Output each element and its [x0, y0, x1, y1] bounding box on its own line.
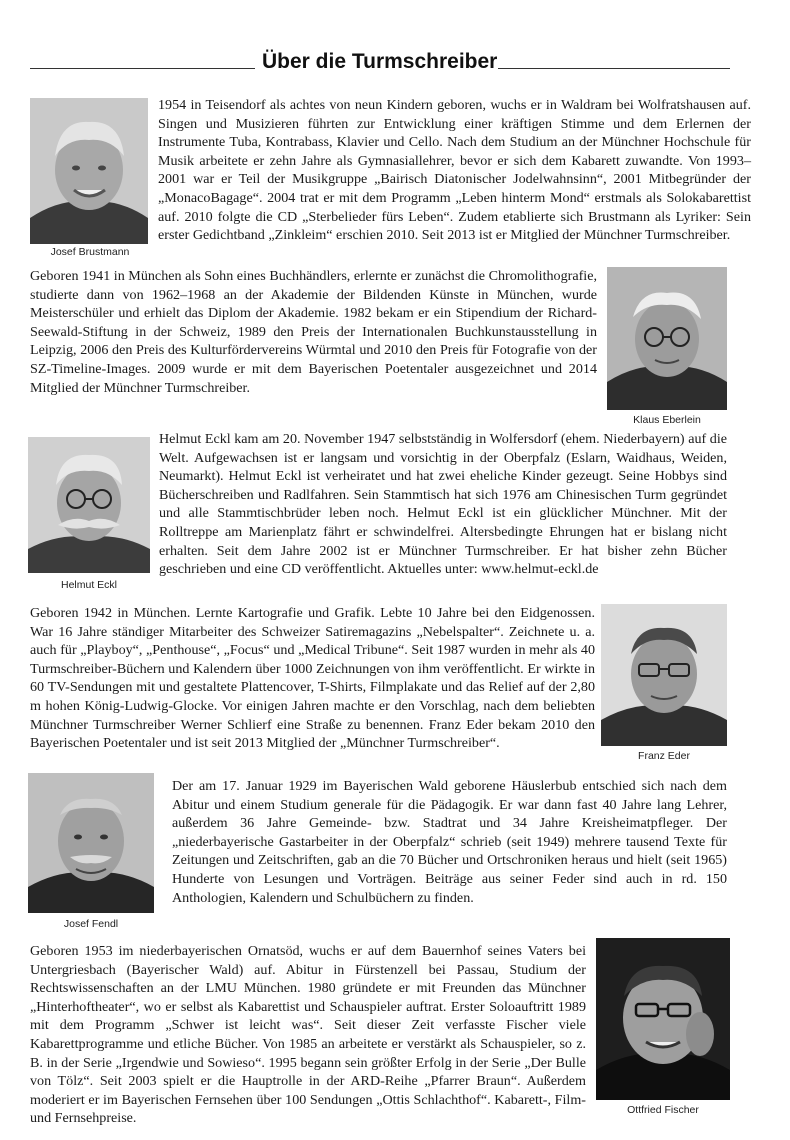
bio-franz-eder: Geboren 1942 in München. Lernte Kartografie und Grafik. Lebte 10 Jahre bei den Eidgenossen. War 16 Jahre ständiger Mitarbeiter des Schweizer Satiremagazins „Nebelspalter“. Zeichnete u. a. auch für „Playboy“, „Penthouse“, „Focus“ und „Medical Tribune“. Seit 1987 wurden in mehr als 40 Turmschreiber-Büchern und Kalendern über 1000 Zeichnungen von ihm veröffentlicht. Er wirkte in 60 TV-Sendungen mit und gestaltete Plattencover, T-Shirts, Filmplakate und das Relief auf der 2,80 m hohen König-Ludwig-Glocke. Vor einigen Jahren machte er den Vorschlag, nach dem beliebten Münchner Turmschreiber Werner Schlierf eine Straße zu benennen. Franz Eder bekam 2010 den Bayerischen Poetentaler und ist seit 2013 Mitglied der „Münchner Turmschreiber“.	[30, 605, 595, 752]
portrait-photo-franz-eder	[601, 604, 727, 746]
bio-klaus-eberlein: Geboren 1941 in München als Sohn eines Buchhändlers, erlernte er zunächst die Chromolithografie, studierte dann von 1962–1968 an der Akademie der Bildenden Künste in München, wurde Meisterschüler und erhielt das Diplom der Akademie. 1982 bekam er ein Stipendium der Richard-Seewald-Stiftung in der Schweiz, 1989 den Preis der Internationalen Buchkunstausstellung in Leipzig, 2006 den Preis des Kulturfördervereins Würmtal und 2010 den Preis für Fotografie von der SZ-Timeline-Images. 2009 wurde er mit dem Bayerischen Poetentaler ausgezeichnet und 2014 Mitglied der Münchner Turmschreiber.	[30, 268, 597, 396]
bio-josef-brustmann: 1954 in Teisendorf als achtes von neun Kindern geboren, wuchs er in Waldram bei Wolfratshausen auf. Singen und Musizieren führten zur Entwicklung einer kräftigen Stimme und dem Erlernen der Instrumente Tuba, Kontrabass, Klavier und Cello. Nach dem Studium an der Münchner Hochschule für Musik arbeitete er zehn Jahre als Gymnasiallehrer, bevor er sich dem Kabarett zuwandte. Von 1993–2001 war er Teil der Musikgruppe „Bairisch Diatonischer Jodelwahnsinn“, 2001 Mitbegründer der „MonacoBagage“. 2004 trat er mit dem Programm „Leben hinterm Mond“ erstmals als Solokabarettist auf. 2010 folgte die CD „Sterbelieder fürs Leben“. Zudem etablierte sich Brustmann als Lyriker: Sein erster Gedichtband „Zinkleim“ erschien 2010. Seit 2013 ist er Mitglied der Münchner Turmschreiber.	[158, 97, 751, 244]
caption-klaus-eberlein: Klaus Eberlein	[633, 414, 701, 426]
caption-ottfried-fischer: Ottfried Fischer	[627, 1104, 699, 1116]
caption-franz-eder: Franz Eder	[638, 750, 690, 762]
caption-josef-fendl: Josef Fendl	[63, 918, 119, 930]
bio-ottfried-fischer: Geboren 1953 im niederbayerischen Ornatsöd, wuchs er auf dem Bauernhof seines Vaters bei Untergriesbach (Bayerischer Wald) auf. Abitur in Fürstenzell bei Passau, Studium der Rechtswissenschaften an der LMU München. 1980 gründete er mit Freunden das Münchner „Hinterhoftheater“, wo er selbst als Kabarettist und Schauspieler auftrat. Erster Soloauftritt 1989 mit dem Programm „Schwer ist leicht was“. Seit dieser Zeit verfasste Fischer viele Kabarettprogramme und etliche Bücher. Von 1985 an arbeitete er verstärkt als Schauspieler, so z. B. in der Serie „Irgendwie und Sowieso“. 1995 begann sein größter Erfolg in der Serie „Der Bulle von Tölz“. Seit 2003 spielt er die Hauptrolle in der ARD-Reihe „Pfarrer Braun“. Außerdem moderiert er im Bayerischen Fernsehen über 100 Sendungen „Ottis Schlachthof“. Kabarett-, Film- und Fernsehpreise.	[30, 943, 586, 1127]
page-header	[30, 50, 730, 80]
bio-helmut-eckl: Helmut Eckl kam am 20. November 1947 selbstständig in Wolfersdorf (ehem. Niederbayern) auf die Welt. Aufgewachsen ist er langsam und vorsichtig in der Oberpfalz (Eslarn, Waidhaus, Weiden, Neumarkt). Helmut Eckl ist verheiratet und hat zwei eheliche Kinder gezeugt. Seine Hobbys sind Bücherschreiben und Radlfahren. Sein Stammtisch hat sich 1976 am Chinesischen Turm gegründet und alle Stammtischbrüder leben noch. Helmut Eckl ist ein glücklicher Münchner. Mit der Rolltreppe am Marienplatz fährt er schwindelfrei. Altersbedingte Ehrungen hat er bislang nicht erhalten. Seit dem Jahre 2002 ist er Münchner Turmschreiber. Er hat bisher zehn Bücher geschrieben und eine CD veröffentlicht. Aktuelles unter: www.helmut-eckl.de	[159, 431, 727, 578]
portrait-photo-helmut-eckl	[28, 437, 150, 573]
portrait-photo-ottfried-fischer	[596, 938, 730, 1100]
header-rule-left	[30, 68, 255, 69]
caption-josef-brustmann: Josef Brustmann	[50, 246, 130, 258]
portrait-photo-josef-brustmann	[30, 98, 148, 244]
bio-josef-fendl: Der am 17. Januar 1929 im Bayerischen Wald geborene Häuslerbub entschied sich nach dem Abitur und einem Studium generale für die Pädagogik. Er war dann fast 40 Jahre lang Lehrer, außerdem 36 Jahre Gemeinde- bzw. Stadtrat und 34 Jahre Kreisheimatpfleger. Der „niederbayerische Gastarbeiter in der Oberpfalz“ schrieb (seit 1949) mehrere tausend Texte für Zeitungen und Zeitschriften, gab an die 70 Bücher und Ortschroniken heraus und hielt (seit 1965) Hunderte von Lesungen und Vorträgen. Beiträge aus seiner Feder sind auch in rd. 150 Anthologien, Kalendern und Schulbüchern zu finden.	[172, 778, 727, 906]
portrait-photo-josef-fendl	[28, 773, 154, 913]
header-rule-right	[498, 68, 730, 69]
portrait-photo-klaus-eberlein	[607, 267, 727, 410]
page-title: Über die Turmschreiber	[262, 50, 498, 73]
caption-helmut-eckl: Helmut Eckl	[60, 579, 117, 591]
